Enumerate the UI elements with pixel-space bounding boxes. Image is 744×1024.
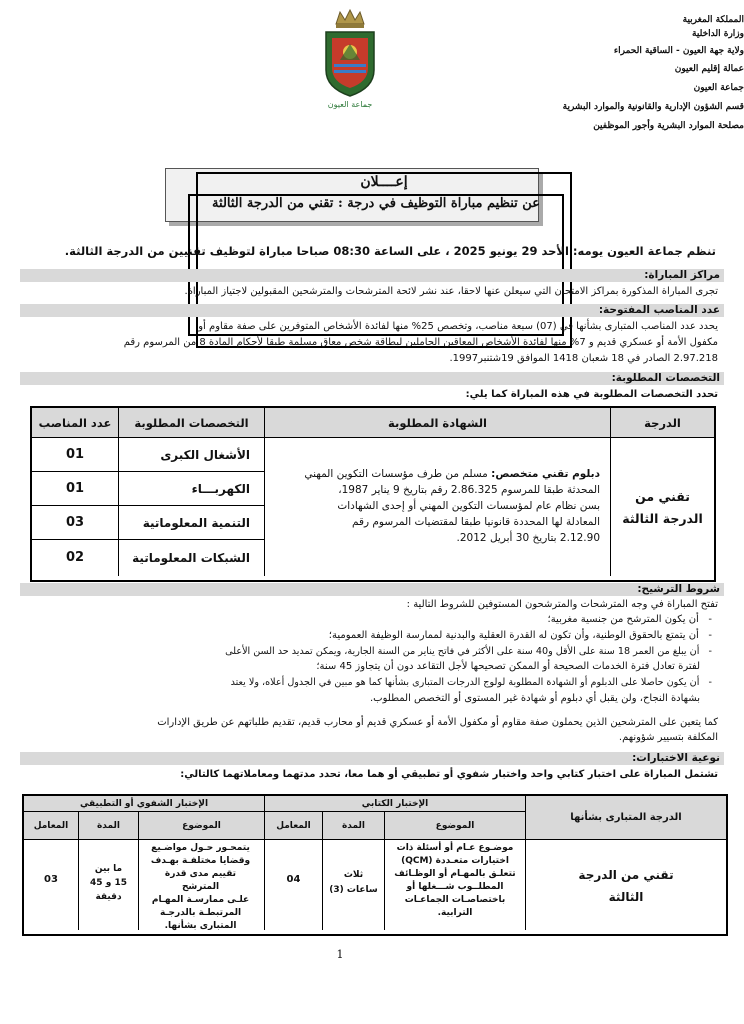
table2-header-oral: الإختبار الشفوي أو التطبيقي (24, 796, 264, 812)
announcement-subtitle: عن تنظيم مباراة التوظيف في درجة : تقني من الدرجة الثالثة (188, 194, 564, 336)
header-line: جماعة العيون (693, 83, 744, 93)
written-duration: ثلاث (343, 870, 364, 880)
oral-topic-line: تقييم مدى قدرة المترشح (164, 869, 237, 892)
written-coef: 04 (286, 874, 301, 885)
intro-text: تنظم جماعة العيون يومه: الأحد 29 يونيو 2025 ، على الساعة 08:30 صباحا مباراة لتوظيف تقنيين من الدرجة الثالثة. (64, 244, 716, 258)
header-line: وزارة الداخلية (692, 29, 744, 39)
oral-coef-header: المعامل (24, 812, 78, 840)
written-duration: ساعات (3) (329, 885, 378, 895)
announcement-box (165, 168, 539, 222)
oral-duration: ما بين (94, 864, 123, 874)
oral-duration-header: المدة (78, 812, 138, 840)
exams-text: تشتمل المباراة على اختبار كتابي واحد واختبار شفوي أو تطبيقي أو هما معا، تحدد مدتهما ومعاملاتهما كالتالي: (180, 769, 718, 780)
condition-item: - أن يكون حاصلا على الدبلوم أو الشهادة المطلوبة لولوج الدرجات المتبارى بشأنها كما هو مبين في الجدول أعلاه، ولا يعتد (230, 677, 712, 688)
table1-specialty: الشبكات المعلوماتية (118, 540, 264, 576)
diploma-line: مسلم من طرف مؤسسات التكوين المهني (304, 468, 488, 480)
table1-header-count: عدد المناصب (32, 408, 118, 438)
conditions-note: كما يتعين على المترشحين الذين يحملون صفة مقاوم أو مكفول الأمة أو عسكري قديم أو محارب قديم، تقديم طلباتهم عن طريق الإدارات (157, 717, 718, 728)
diploma-line: 2.12.90 بتاريخ 30 أبريل 2012. (456, 532, 600, 544)
specialties-table (30, 406, 716, 582)
diploma-line: بسن نظام عام لمؤسسات التكوين المهني أو إحدى الشهادات (337, 500, 600, 512)
section-exams-title: نوعية الاختبارات: (20, 752, 724, 765)
posts-line: مكفول الأمة أو عسكري قديم و 7% منها لفائدة الأشخاص المعاقين الحاملين لبطاقة شخص معاق مسلمة طبقا لأحكام المادة 8 من المرسوم رقم (123, 337, 718, 348)
written-topic-line: تتعلـق بالمهـام أو الوظـائف (394, 869, 516, 879)
oral-topic-line: المتبارى بشأنها. (164, 921, 237, 931)
posts-line: 2.97.218 الصادر في 18 شعبان 1418 الموافق 19شتنبر1997. (449, 353, 718, 364)
oral-duration: دقيقة (95, 892, 122, 902)
written-coef-header: المعامل (264, 812, 322, 840)
oral-coef: 03 (44, 874, 58, 885)
posts-line: يحدد عدد المناصب المتبارى بشأنها في (07) سبعة مناصب، وتخصص 25% منها لفائدة الأشخاص المتوفرين على صفة مقاوم أو (198, 321, 718, 332)
table1-grade: تقني من الدرجة الثالثة (622, 489, 703, 526)
table1-specialty: الأشغال الكبرى (118, 438, 264, 472)
conditions-note: المكلفة بتسيير شؤونهم. (618, 732, 718, 743)
page-number: 1 (336, 948, 344, 961)
header-line: مصلحة الموارد البشرية وأجور الموظفين (593, 121, 744, 131)
condition-item-cont: لفترة تعادل فترة الخدمات الصحيحة أو الممكن تصحيحها لأجل التقاعد دون أن يتجاوز 45 سنة؛ (316, 661, 700, 672)
oral-topic-line: المرتبطـة بالدرجـة (159, 908, 242, 918)
oral-topic-cell (138, 840, 264, 930)
table1-header-diploma: الشهادة المطلوبة (264, 408, 610, 438)
diploma-title: دبلوم تقني متخصص: (491, 468, 600, 480)
section-posts-title: عدد المناصب المفتوحة: (20, 304, 724, 317)
emblem-label: جماعة العيون (327, 100, 373, 109)
diploma-line: المحدثة طبقا للمرسوم 2.86.325 رقم بتاريخ 9 يناير 1987، (338, 484, 600, 496)
table1-header-grade: الدرجة (610, 408, 714, 438)
table1-count: 01 (32, 472, 118, 506)
condition-item: - أن يتمتع بالحقوق الوطنية، وأن تكون له القدرة العقلية والبدنية لممارسة الوظيفة العمومية؛ (328, 630, 712, 641)
table1-header-specialty: التخصصات المطلوبة (118, 408, 264, 438)
oral-topic-line: علـى ممارسـة المهـام (151, 895, 250, 905)
written-topic-header: الموضوع (384, 812, 526, 840)
written-topic-line: الترابية. (437, 908, 473, 918)
oral-topic-header: الموضوع (138, 812, 264, 840)
table1-specialty: الكهربـــاء (118, 472, 264, 506)
announcement-title: إعــــلان (196, 172, 572, 348)
header-line: قسم الشؤون الإدارية والقانونية والموارد البشرية (562, 102, 744, 112)
table2-header-grade: الدرجة المتبارى بشأنها (526, 796, 726, 840)
header-line: عمالة إقليم العيون (674, 64, 744, 74)
table1-diploma-cell (264, 438, 610, 576)
condition-item: - أن يكون المترشح من جنسية مغربية؛ (547, 614, 712, 625)
written-topic-cell (384, 840, 526, 930)
written-topic-line: المطلــوب شـــغلها أو (406, 882, 504, 892)
table1-specialty: التنمية المعلوماتية (118, 506, 264, 540)
header-line: المملكة المغربية (682, 15, 744, 25)
municipal-emblem-icon (318, 8, 382, 100)
header-line: ولاية جهة العيون - الساقية الحمراء (613, 46, 744, 56)
conditions-intro: تفتح المباراة في وجه المترشحات والمترشحون المستوفين للشروط التالية : (406, 599, 718, 610)
section-specialties-title: التخصصات المطلوبة: (20, 372, 724, 385)
section-conditions-title: شروط الترشيح: (20, 583, 724, 596)
written-topic-line: موضـوع عـام أو أسئلة ذات (396, 843, 514, 853)
oral-topic-line: وقضايا مختلفـة بهـدف (150, 856, 251, 866)
centers-text: تجرى المباراة المذكورة بمراكز الامتحان التي سيعلن عنها لاحقا، عند نشر لائحة المترشحات والمترشحين المقبولين لاجتياز المباراة. (184, 286, 718, 297)
condition-item: - أن يبلغ من العمر 18 سنة على الأقل و40 سنة على الأكثر في فاتح يناير من السنة الجارية، ويمكن تمديد حد السن الأعلى (225, 646, 712, 657)
section-centers-title: مراكز المباراة: (20, 269, 724, 282)
diploma-line: المعادلة لها المحددة قانونيا طبقا لمقتضيات المرسوم رقم (352, 516, 600, 528)
written-topic-line: باختصاصـات الجماعـات (404, 895, 506, 905)
table1-count: 02 (65, 550, 85, 565)
oral-topic-line: يتمحـور حـول مواضـيع (151, 843, 250, 853)
condition-item-cont: بشهادة النجاح، ولن يقبل أي دبلوم أو شهادة غير المستوى أو التخصص المطلوب. (370, 693, 700, 704)
specialties-text: تحدد التخصصات المطلوبة في هذه المباراة كما يلي: (465, 389, 718, 400)
table1-count: 03 (32, 506, 118, 540)
oral-duration: 15 و 45 (90, 878, 127, 888)
written-topic-line: اختيارات متعـددة (QCM) (401, 856, 509, 866)
table2-header-written: الإختبار الكتابي (264, 796, 526, 812)
exams-table (22, 794, 728, 936)
written-duration-header: المدة (322, 812, 384, 840)
table1-count: 01 (32, 438, 118, 472)
table2-grade: تقني من الدرجة الثالثة (578, 868, 674, 904)
